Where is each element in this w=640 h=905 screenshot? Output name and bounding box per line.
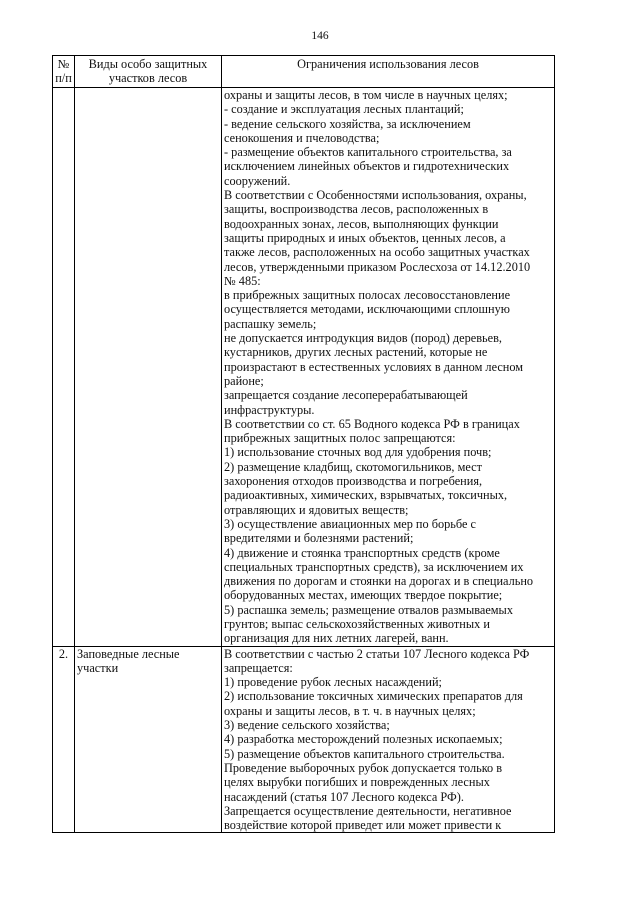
row-1-text-line: № 485:	[224, 273, 261, 288]
table-header-row	[53, 56, 555, 88]
table-row	[53, 646, 555, 833]
row-1-text-line: 5) распашка земель; размещение отвалов размываемых	[224, 602, 513, 617]
row-1-text-line: В соответствии со ст. 65 Водного кодекса РФ в границах	[224, 416, 520, 431]
row-2-text-line: В соответствии с частью 2 статьи 107 Лесного кодекса РФ	[224, 646, 530, 661]
row-1-text-line: 2) размещение кладбищ, скотомогильников, мест	[224, 459, 482, 474]
row-1-text-line: осуществляется методами, исключающими сплошную	[224, 302, 510, 317]
row-1-text-line: движения по дорогам и стоянки на дорогах и в специально	[224, 574, 534, 589]
row-1-text-line: оборудованных местах, имеющих твердое покрытие;	[224, 588, 503, 603]
row-1-text-line: исключением линейных объектов и гидротехнических	[224, 159, 510, 174]
row-2-text-line: запрещается:	[224, 660, 293, 675]
row-2-text-line: охраны и защиты лесов, в т. ч. в научных целях;	[224, 703, 476, 718]
header-type: Виды особо защитных участков лесов	[75, 56, 222, 88]
row-2-text-line: 3) ведение сельского хозяйства;	[224, 718, 390, 733]
row-1-text-line: кустарников, других лесных растений, которые не	[224, 345, 488, 360]
row-1-text-line: радиоактивных, химических, взрывчатых, токсичных,	[224, 488, 508, 503]
row-1-text-line: грунтов; выпас сельскохозяйственных животных и	[224, 616, 490, 631]
header-restrictions: Ограничения использования лесов	[222, 56, 555, 88]
page-number: 146	[311, 30, 329, 42]
row-1-text-line: захоронения отходов производства и погребения,	[224, 474, 483, 489]
row-2-text-line: целях вырубки погибших и поврежденных лесных	[224, 775, 490, 790]
row-1-text-line: сооружений.	[224, 173, 291, 188]
row-1-text-line: - ведение сельского хозяйства, за исключением	[224, 116, 471, 131]
row-2-text-line: воздействие которой приведет или может привести к	[224, 818, 502, 833]
row-2-text-line: Проведение выборочных рубок допускается только в	[224, 760, 503, 775]
row-1-text-line: в прибрежных защитных полосах лесовосстановление	[224, 288, 511, 303]
row-2-type-line: участки	[77, 660, 119, 675]
row-2-text-line: 2) использование токсичных химических препаратов для	[224, 689, 523, 704]
row-1-text-line: распашку земель;	[224, 316, 317, 331]
row-2-num: 2.	[53, 646, 75, 833]
restrictions-table	[52, 55, 555, 833]
row-1-text-line: вредителями и болезнями растений;	[224, 531, 414, 546]
row-1-text-line: прибрежных защитных полос запрещаются:	[224, 431, 456, 446]
row-2-type-line: Заповедные лесные	[77, 646, 180, 661]
row-1-text-line: организация для них летних лагерей, ванн.	[224, 631, 449, 646]
row-1-text-line: отравляющих и ядовитых веществ;	[224, 502, 409, 517]
row-1-text-line: лесов, утвержденными приказом Рослесхоза от 14.12.2010	[224, 259, 531, 274]
row-1-text-line: произрастают в естественных условиях в данном лесном	[224, 359, 524, 374]
row-1-num	[53, 88, 75, 647]
header-num: № п/п	[53, 56, 75, 88]
row-1-text-line: охраны и защиты лесов, в том числе в научных целях;	[224, 88, 508, 102]
row-1-text-line: В соответствии с Особенностями использования, охраны,	[224, 188, 527, 203]
row-1-text-line: водоохранных зонах, лесов, выполняющих функции	[224, 216, 499, 231]
row-1-type	[75, 88, 222, 647]
row-2-text-line: 4) разработка месторождений полезных ископаемых;	[224, 732, 503, 747]
row-1-text-line: специальных транспортных средств), за исключением их	[224, 559, 524, 574]
row-2-text-line: 1) проведение рубок лесных насаждений;	[224, 675, 442, 690]
row-1-text-line: инфраструктуры.	[224, 402, 315, 417]
row-1-text-line: также лесов, расположенных на особо защитных участках	[224, 245, 530, 260]
row-2-text-line: насаждений (статья 107 Лесного кодекса РФ).	[224, 789, 464, 804]
row-1-text-line: 1) использование сточных вод для удобрения почв;	[224, 445, 492, 460]
row-2-restrictions	[222, 646, 555, 833]
table-row	[53, 88, 555, 647]
row-2-text-line: Запрещается осуществление деятельности, негативное	[224, 803, 512, 818]
row-1-text-line: районе;	[224, 373, 264, 388]
row-1-restrictions	[222, 88, 555, 647]
row-2-text-line: 5) размещение объектов капитального строительства.	[224, 746, 505, 761]
row-1-text-line: 3) осуществление авиационных мер по борьбе с	[224, 516, 476, 531]
row-1-text-line: не допускается интродукция видов (пород) деревьев,	[224, 331, 502, 346]
row-1-text-line: - размещение объектов капитального строительства, за	[224, 145, 512, 160]
row-1-text-line: защиты, воспроизводства лесов, расположенных в	[224, 202, 489, 217]
row-1-text-line: 4) движение и стоянка транспортных средств (кроме	[224, 545, 500, 560]
row-1-text-line: запрещается создание лесоперерабатывающей	[224, 388, 468, 403]
row-1-text-line: - создание и эксплуатация лесных плантаций;	[224, 102, 464, 117]
row-1-text-line: сенокошения и пчеловодства;	[224, 130, 380, 145]
row-1-text-line: защиты природных и иных объектов, ценных лесов, а	[224, 230, 506, 245]
row-2-type	[75, 646, 222, 833]
